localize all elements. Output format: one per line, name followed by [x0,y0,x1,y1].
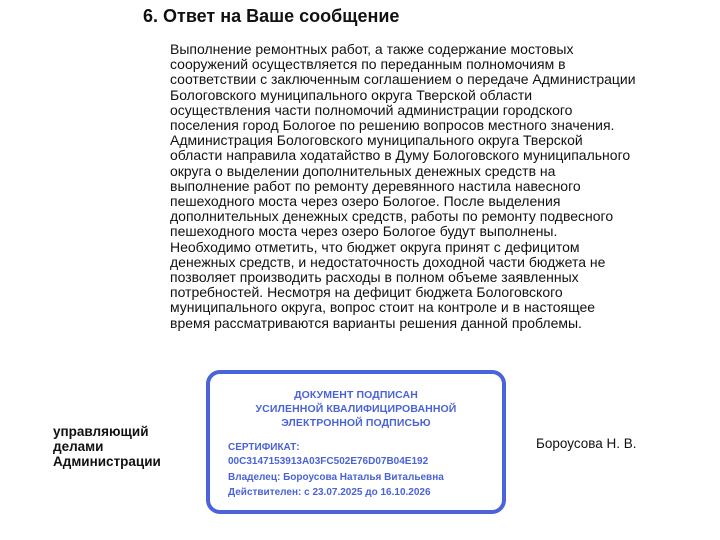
signer-name: Бороусова Н. В. [536,436,637,451]
signer-role: управляющий делами Администрации [53,424,161,469]
stamp-owner: Владелец: Бороусова Наталья Витальевна [228,472,444,483]
stamp-certificate-label: СЕРТИФИКАТ: [228,442,300,453]
stamp-certificate-id: 00C3147153913A03FC502E76D07B04E192 [228,456,429,467]
stamp-heading: ДОКУМЕНТ ПОДПИСАН УСИЛЕННОЙ КВАЛИФИЦИРОВАННОЙ ЭЛЕКТРОННОЙ ПОДПИСЬЮ [255,389,457,429]
answer-text: Выполнение ремонтных работ, а также содержание мостовых сооружений осуществляется по переданным полномочиям в соответствии с заключенным соглашением о передаче Администрации Бологовского муниципального округа Тверской области осуществления части полномочий администрации городского поселения город Бологое по решению вопросов местного значения. Администрация Бологовского муниципального округа Тверской области направила ходатайство в Думу Бологовского муниципального округа о выделении дополнительных денежных средств на выполнение работ по ремонту деревянного настила навесного пешеходного моста через озеро Бологое. После выделения дополнительных денежных средств, работы по ремонту подвесного пешеходного моста через озеро Бологое будут выполнены. Необходимо отметить, что бюджет округа принят с дефицитом денежных средств, и недостаточность доходной части бюджета не позволяет производить расходы в полном объеме заявленных потребностей. Несмотря на дефицит бюджета Бологовского муниципального округа, вопрос стоит на контроле и в настоящее время рассматриваются варианты решения данной проблемы. [170,41,636,331]
electronic-signature-stamp [206,370,506,514]
stamp-validity: Действителен: с 23.07.2025 до 16.10.2026 [228,487,431,498]
section-title: 6. Ответ на Ваше сообщение [143,6,400,26]
